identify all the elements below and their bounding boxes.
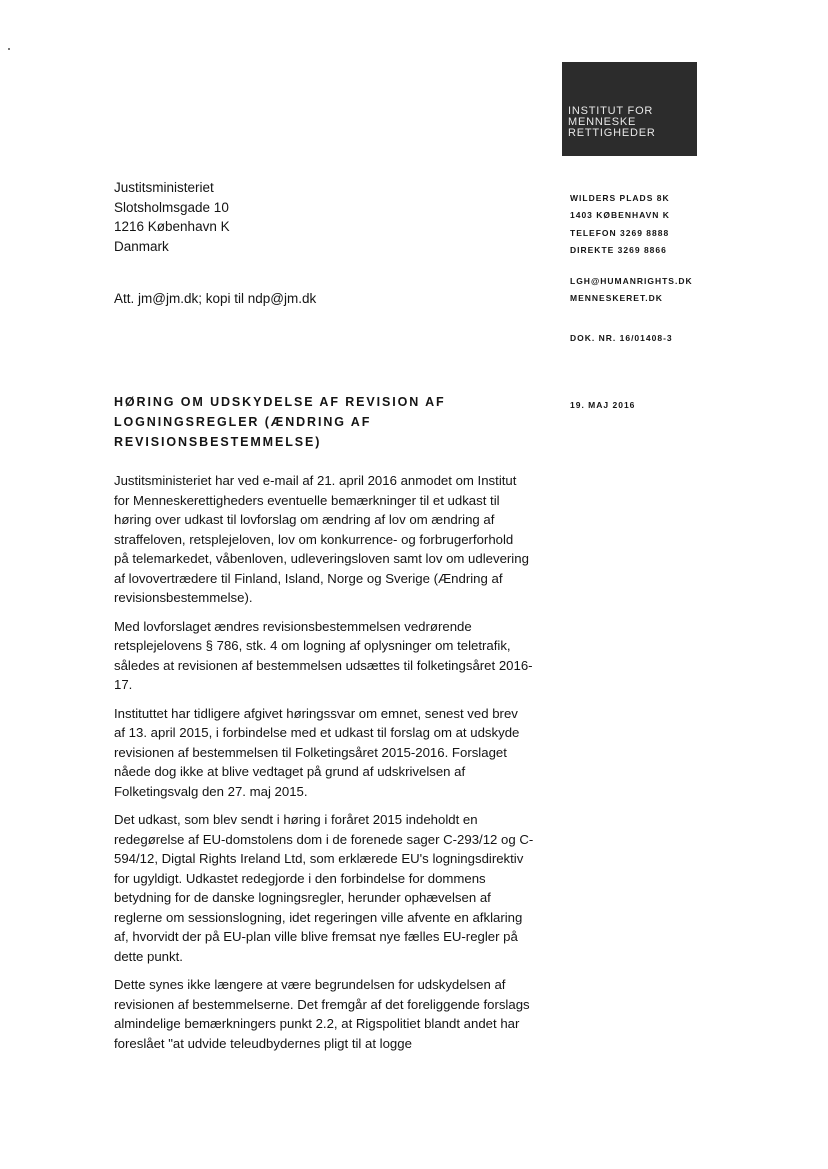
attention-line: Att. jm@jm.dk; kopi til ndp@jm.dk [114,291,317,306]
letter-heading [114,392,514,452]
sender-email: LGH@HUMANRIGHTS.DK [570,275,693,286]
sender-contact [570,190,693,307]
logo-line: RETTIGHEDER [568,127,656,139]
paragraph-line: høring over udkast til lovforslag om ændring af lov om ændring af [114,512,495,527]
paragraph-line: af, hvorvidt der på EU-plan ville blive fremsat nye fælles EU-regler på [114,929,518,944]
paragraph-line: reglerne om sessionslogning, idet regeringen ville afvente en afklaring [114,909,523,925]
heading-line: HØRING OM UDSKYDELSE AF REVISION AF [114,395,446,409]
paragraph-line: straffeloven, retsplejeloven, lov om konkurrence- og forbrugerforhold [114,531,514,547]
heading-line: LOGNINGSREGLER (ÆNDRING AF [114,415,372,429]
sender-address-line: WILDERS PLADS 8K [570,193,670,203]
paragraph [114,810,554,966]
paragraph-line: Folketingsvalg den 27. maj 2015. [114,783,308,799]
institute-logo [562,62,697,156]
recipient-line: Justitsministeriet [114,180,214,195]
letter-body [114,471,554,1062]
paragraph [114,617,554,695]
paragraph-line: på telemarkedet, våbenloven, udleveringsloven samt lov om udlevering [114,551,529,566]
recipient-address [114,178,230,256]
paragraph-line: betydning for de danske logningsregler, herunder ophævelsen af [114,890,491,905]
paragraph-line: nåede dog ikke at blive vedtaget på grund af udskrivelsen af [114,764,466,779]
recipient-line: 1216 København K [114,219,230,234]
sender-website: MENNESKERET.DK [570,293,663,304]
paragraph-line: af lovovertrædere til Finland, Island, Norge og Sverige (Ændring af [114,570,503,586]
paragraph-line: for ugyldigt. Udkastet redegjorde i den forbindelse for dommens [114,870,486,886]
paragraph-line: dette punkt. [114,948,183,964]
logo-line: INSTITUT FOR [568,105,654,117]
paragraph [114,704,554,802]
paragraph-line: revisionsbestemmelse). [114,590,253,605]
paragraph-line: Det udkast, som blev sendt i høring i foråret 2015 indeholdt en [114,812,478,827]
paragraph-line: således at revisionen af bestemmelsen udsættes til folketingsåret 2016- [114,657,533,673]
paragraph-line: af 13. april 2015, i forbindelse med et udkast til forslag om at udskyde [114,725,520,740]
scan-speck [8,48,10,50]
paragraph-line: for Menneskerettigheders eventuelle bemærkninger til et udkast til [114,492,500,508]
paragraph-line: 17. [114,677,133,692]
logo-line: MENNESKE [568,116,637,128]
letter-date: 19. MAJ 2016 [570,400,636,410]
recipient-line: Slotsholmsgade 10 [114,199,229,215]
paragraph-line: Instituttet har tidligere afgivet høringssvar om emnet, senest ved brev [114,705,518,721]
recipient-line: Danmark [114,238,169,254]
paragraph-line: Dette synes ikke længere at være begrundelsen for udskydelsen af [114,977,506,992]
paragraph [114,471,554,608]
paragraph-line: redegørelse af EU-domstolens dom i de forenede sager C-293/12 og C- [114,831,534,847]
sender-direct-phone: DIREKTE 3269 8866 [570,245,667,256]
paragraph-line: almindelige bemærkningers punkt 2.2, at Rigspolitiet blandt andet har [114,1016,520,1031]
heading-line: REVISIONSBESTEMMELSE) [114,435,322,449]
paragraph-line: foreslået "at udvide teleudbydernes pligt til at logge [114,1035,412,1051]
paragraph-line: 594/12, Digtal Rights Ireland Ltd, som erklærede EU's logningsdirektiv [114,851,524,866]
document-number: DOK. NR. 16/01408-3 [570,333,673,343]
paragraph-line: Justitsministeriet har ved e-mail af 21. april 2016 anmodet om Institut [114,473,517,488]
paragraph-line: revisionen af bestemmelsen til Folketingsåret 2015-2016. Forslaget [114,744,507,760]
paragraph-line: retsplejelovens § 786, stk. 4 om logning af oplysninger om teletrafik, [114,638,511,653]
sender-address-line: 1403 KØBENHAVN K [570,210,670,221]
sender-phone: TELEFON 3269 8888 [570,227,670,238]
paragraph [114,975,554,1053]
paragraph-line: revisionen af bestemmelserne. Det fremgår af det foreliggende forslags [114,996,530,1012]
paragraph-line: Med lovforslaget ændres revisionsbestemmelsen vedrørende [114,618,472,634]
